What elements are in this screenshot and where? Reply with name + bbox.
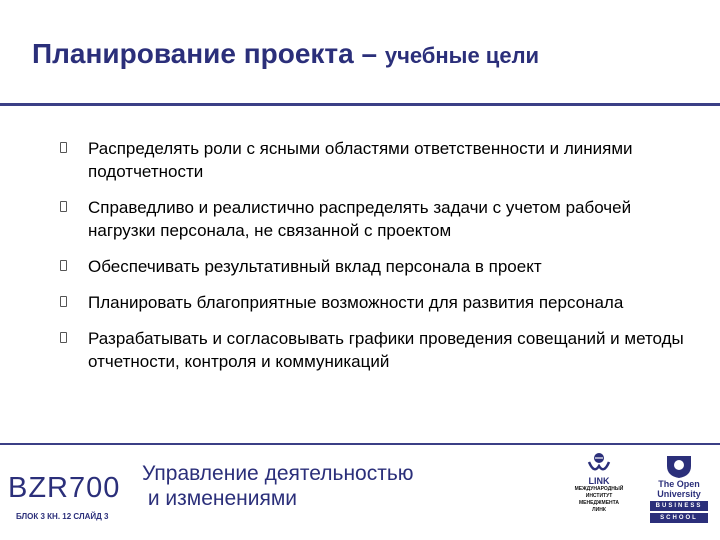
top-divider bbox=[0, 103, 720, 106]
bullet-text: Обеспечивать результативный вклад персонала в проект bbox=[88, 257, 542, 276]
bullet-item bbox=[58, 137, 688, 183]
ou-band-school: SCHOOL bbox=[650, 513, 708, 523]
ou-name-line1: The Open bbox=[658, 479, 700, 489]
link-org-line4: ЛИНК bbox=[592, 507, 606, 513]
square-bullet-icon bbox=[60, 201, 67, 212]
slide-title-sub: учебные цели bbox=[384, 43, 540, 68]
link-emblem-icon bbox=[586, 452, 612, 476]
bullet-item bbox=[58, 255, 688, 278]
course-title-line2: и изменениями bbox=[142, 487, 298, 510]
course-title-line1: Управление деятельностью bbox=[142, 462, 414, 485]
bullet-text: Распределять роли с ясными областями ответственности и линиями подотчетности bbox=[88, 139, 633, 181]
bullet-text: Планировать благоприятные возможности для развития персонала bbox=[88, 293, 624, 312]
bullet-item bbox=[58, 196, 688, 242]
link-org-line3: МЕНЕДЖМЕНТА bbox=[579, 500, 619, 506]
link-logo-word: LINK bbox=[588, 476, 610, 486]
bullet-text: Справедливо и реалистично распределять задачи с учетом рабочей нагрузки персонала, не связанной с проектом bbox=[88, 198, 632, 240]
square-bullet-icon bbox=[60, 296, 67, 307]
course-title bbox=[142, 461, 414, 511]
bullet-text: Разрабатывать и согласовывать графики проведения совещаний и методы отчетности, контроля и коммуникаций bbox=[88, 329, 684, 371]
bullet-item bbox=[58, 327, 688, 373]
bottom-divider bbox=[0, 443, 720, 445]
open-university-shield-icon bbox=[666, 455, 692, 479]
bullet-list bbox=[58, 137, 688, 386]
link-institute-logo bbox=[566, 452, 632, 532]
open-university-logo bbox=[650, 455, 708, 530]
square-bullet-icon bbox=[60, 332, 67, 343]
course-code: BZR700 bbox=[8, 472, 121, 504]
link-org-line1: МЕЖДУНАРОДНЫЙ bbox=[574, 486, 624, 492]
link-org-line2: ИНСТИТУТ bbox=[585, 493, 613, 499]
bullet-item bbox=[58, 291, 688, 314]
ou-band-business: BUSINESS bbox=[650, 501, 708, 511]
slide-title-main: Планирование проекта – bbox=[32, 38, 385, 69]
square-bullet-icon bbox=[60, 142, 67, 153]
ou-name-line2: University bbox=[657, 489, 701, 499]
block-reference: БЛОК 3 КН. 12 СЛАЙД 3 bbox=[16, 512, 109, 521]
slide-title bbox=[32, 38, 700, 70]
square-bullet-icon bbox=[60, 260, 67, 271]
